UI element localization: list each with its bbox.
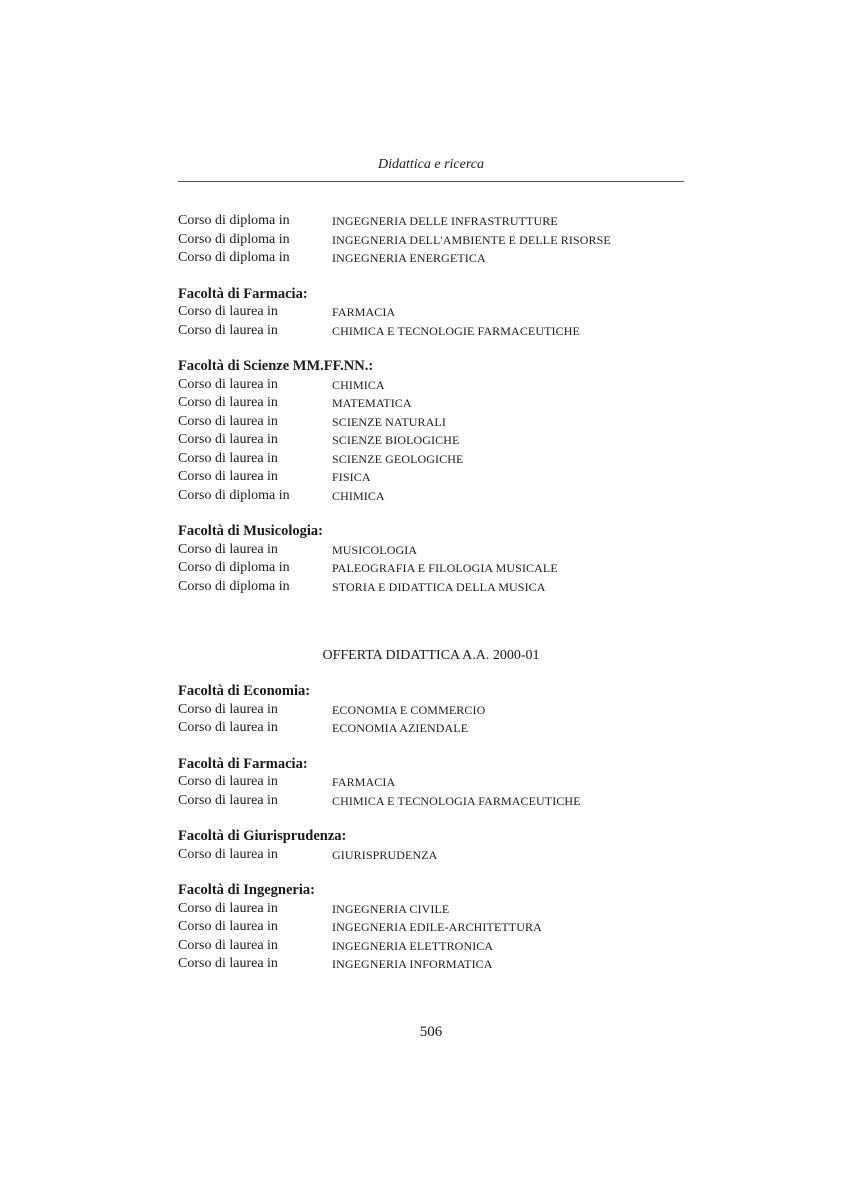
course-type: Corso di diploma in <box>178 231 290 247</box>
course-name: CHIMICA <box>332 488 385 503</box>
course-type: Corso di laurea in <box>178 541 278 557</box>
faculty-heading: Facoltà di Ingegneria: <box>178 882 315 898</box>
course-type: Corso di laurea in <box>178 376 278 392</box>
faculty-section <box>178 682 698 738</box>
course-name: ECONOMIA E COMMERCIO <box>332 702 486 717</box>
course-row <box>178 541 698 560</box>
course-name: GIURISPRUDENZA <box>332 847 438 862</box>
course-name: INGEGNERIA ENERGETICA <box>332 251 486 265</box>
course-row <box>178 303 698 322</box>
course-name: INGEGNERIA ELETTRONICA <box>332 938 494 953</box>
faculty-section <box>178 285 698 341</box>
faculty-heading: Facoltà di Farmacia: <box>178 285 308 302</box>
course-row <box>178 413 698 432</box>
course-row <box>178 559 698 578</box>
course-type: Corso di laurea in <box>178 304 278 319</box>
course-list-block-1 <box>178 212 698 596</box>
course-type: Corso di diploma in <box>178 213 290 228</box>
course-type: Corso di diploma in <box>178 578 290 594</box>
course-name: INGEGNERIA DELL'AMBIENTE E DELLE RISORSE <box>332 232 611 247</box>
page-content <box>178 212 698 974</box>
course-name: PALEOGRAFIA E FILOLOGIA MUSICALE <box>332 561 558 575</box>
running-head: Didattica e ricerca <box>377 157 484 172</box>
course-row <box>178 231 698 250</box>
course-name: FARMACIA <box>332 305 396 319</box>
faculty-heading: Facoltà di Economia: <box>178 683 311 699</box>
course-name: CHIMICA E TECNOLOGIA FARMACEUTICHE <box>332 793 581 808</box>
course-type: Corso di laurea in <box>178 701 278 717</box>
course-type: Corso di laurea in <box>178 956 278 971</box>
course-row <box>178 322 698 341</box>
course-row <box>178 212 698 231</box>
course-row <box>178 249 698 268</box>
course-type: Corso di laurea in <box>178 792 278 808</box>
course-row <box>178 937 698 956</box>
course-name: INGEGNERIA INFORMATICA <box>332 957 493 971</box>
faculty-section <box>178 881 698 974</box>
course-name: CHIMICA E TECNOLOGIE FARMACEUTICHE <box>332 323 580 338</box>
course-type: Corso di laurea in <box>178 395 278 410</box>
course-name: INGEGNERIA EDILE-ARCHITETTURA <box>332 920 542 934</box>
course-type: Corso di laurea in <box>178 720 278 735</box>
course-type: Corso di laurea in <box>178 450 278 466</box>
course-row <box>178 394 698 413</box>
course-type: Corso di laurea in <box>178 322 278 338</box>
course-name: MATEMATICA <box>332 396 412 410</box>
course-row <box>178 701 698 720</box>
faculty-heading: Facoltà di Scienze MM.FF.NN.: <box>178 358 374 374</box>
course-type: Corso di laurea in <box>178 413 278 429</box>
course-name: SCIENZE GEOLOGICHE <box>332 451 464 466</box>
course-type: Corso di diploma in <box>178 250 290 265</box>
faculty-section <box>178 357 698 505</box>
course-type: Corso di laurea in <box>178 919 278 934</box>
course-row <box>178 955 698 974</box>
course-name: INGEGNERIA CIVILE <box>332 901 450 916</box>
faculty-section <box>178 522 698 596</box>
course-type: Corso di laurea in <box>178 937 278 953</box>
course-name: STORIA E DIDATTICA DELLA MUSICA <box>332 579 546 594</box>
course-name: SCIENZE BIOLOGICHE <box>332 433 460 447</box>
faculty-section <box>178 755 698 811</box>
course-type: Corso di laurea in <box>178 469 278 484</box>
course-list-block-2 <box>178 682 698 974</box>
course-row <box>178 431 698 450</box>
course-name: INGEGNERIA DELLE INFRASTRUTTURE <box>332 214 558 228</box>
course-type: Corso di laurea in <box>178 846 278 862</box>
course-row <box>178 450 698 469</box>
course-name: ECONOMIA AZIENDALE <box>332 721 469 735</box>
faculty-heading: Facoltà di Farmacia: <box>178 755 308 772</box>
header-rule <box>178 181 684 182</box>
offer-title: OFFERTA DIDATTICA A.A. 2000-01 <box>322 648 540 663</box>
faculty-section <box>178 827 698 864</box>
course-name: FARMACIA <box>332 775 396 789</box>
course-row <box>178 376 698 395</box>
course-row <box>178 578 698 597</box>
page-number: 506 <box>419 1024 443 1040</box>
course-name: SCIENZE NATURALI <box>332 414 446 429</box>
course-row <box>178 773 698 792</box>
course-row <box>178 719 698 738</box>
course-type: Corso di laurea in <box>178 432 278 447</box>
course-name: FISICA <box>332 470 371 484</box>
course-type: Corso di diploma in <box>178 487 290 503</box>
course-row <box>178 918 698 937</box>
course-row <box>178 468 698 487</box>
course-type: Corso di laurea in <box>178 900 278 916</box>
course-type: Corso di diploma in <box>178 560 290 575</box>
faculty-section <box>178 212 698 268</box>
course-row <box>178 487 698 506</box>
course-row <box>178 792 698 811</box>
course-type: Corso di laurea in <box>178 774 278 789</box>
course-row <box>178 900 698 919</box>
faculty-heading: Facoltà di Musicologia: <box>178 523 323 539</box>
course-name: CHIMICA <box>332 377 385 392</box>
course-name: MUSICOLOGIA <box>332 542 418 557</box>
course-row <box>178 846 698 865</box>
faculty-heading: Facoltà di Giurisprudenza: <box>178 828 347 844</box>
